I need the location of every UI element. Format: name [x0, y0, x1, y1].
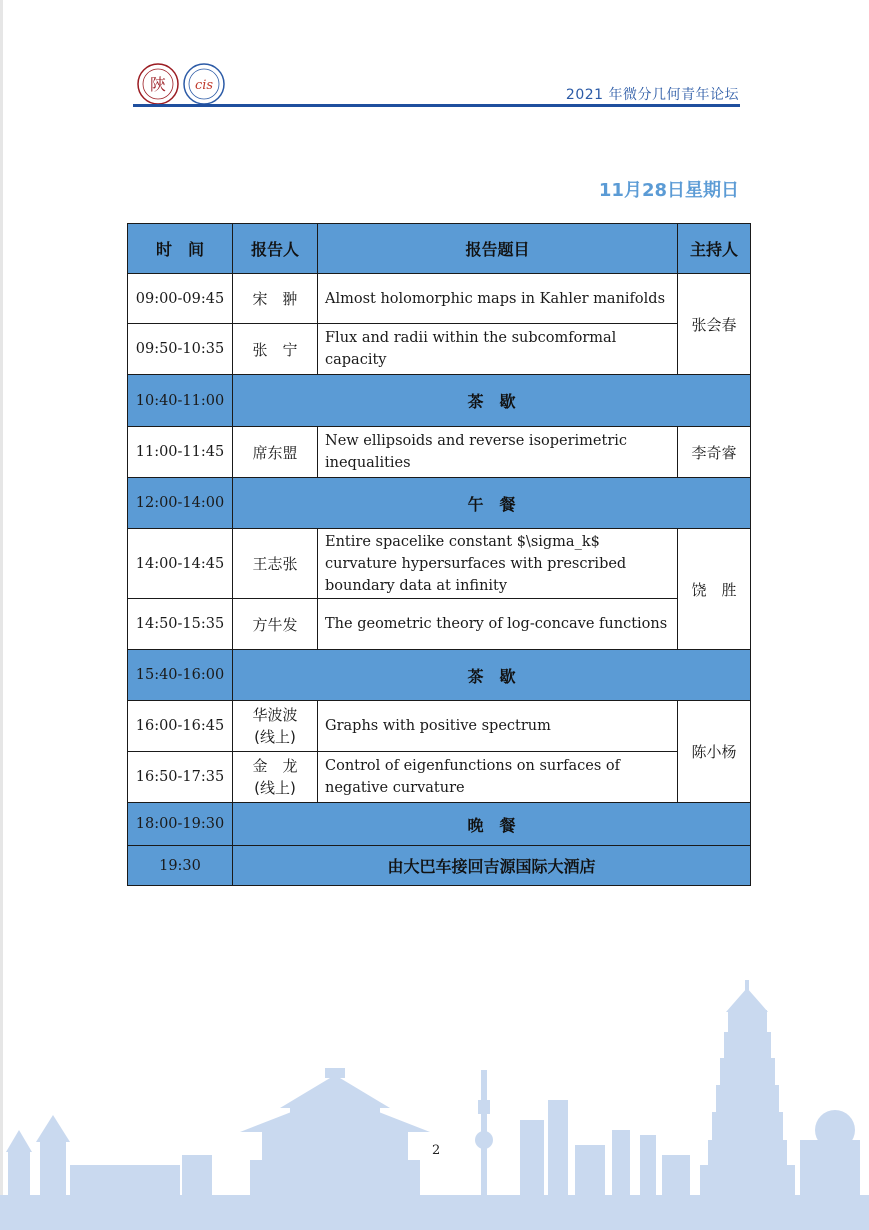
talk-title-cell: New ellipsoids and reverse isoperimetric inequalities	[318, 427, 678, 478]
break-label: 茶 歇	[233, 650, 751, 701]
speaker-cell: 张 宁	[233, 324, 318, 375]
time-cell: 10:40-11:00	[128, 375, 233, 427]
chair-cell: 李奇睿	[678, 427, 751, 478]
time-cell: 12:00-14:00	[128, 478, 233, 529]
speaker-cell: 王志张	[233, 529, 318, 599]
speaker-cell: 方牛发	[233, 599, 318, 650]
chair-cell: 陈小杨	[678, 701, 751, 803]
time-cell: 16:00-16:45	[128, 701, 233, 752]
table-row	[128, 529, 751, 599]
break-row	[128, 478, 751, 529]
page-number: 2	[432, 1143, 441, 1158]
break-label: 茶 歇	[233, 375, 751, 427]
break-label: 午 餐	[233, 478, 751, 529]
speaker-cell: 席东盟	[233, 427, 318, 478]
university-seal-icon	[138, 64, 178, 104]
talk-title-cell: Flux and radii within the subcomformal capacity	[318, 324, 678, 375]
speaker-cell: 华波波 (线上)	[233, 701, 318, 752]
table-row	[128, 599, 751, 650]
time-cell: 14:00-14:45	[128, 529, 233, 599]
header-rule	[133, 104, 740, 107]
time-cell: 19:30	[128, 846, 233, 886]
talk-title-cell: Graphs with positive spectrum	[318, 701, 678, 752]
skyline-shapes	[0, 980, 869, 1230]
column-header-speaker: 报告人	[233, 224, 318, 274]
svg-text:cis: cis	[194, 78, 214, 93]
talk-title-cell: Entire spacelike constant $\sigma_k$ curvature hypersurfaces with prescribed boundary data at infinity	[318, 529, 678, 599]
break-row	[128, 803, 751, 846]
table-row	[128, 274, 751, 324]
schedule-table	[127, 223, 751, 886]
column-header-chair: 主持人	[678, 224, 751, 274]
talk-title-cell: The geometric theory of log-concave functions	[318, 599, 678, 650]
break-label: 晚 餐	[233, 803, 751, 846]
header-title: 2021 年微分几何青年论坛	[565, 87, 739, 103]
speaker-cell: 金 龙 (线上)	[233, 752, 318, 803]
time-cell: 18:00-19:30	[128, 803, 233, 846]
speaker-cell: 宋 翀	[233, 274, 318, 324]
time-cell: 14:50-15:35	[128, 599, 233, 650]
bus-note-label: 由大巴车接回吉源国际大酒店	[233, 846, 751, 886]
date-heading: 11月28日星期日	[598, 180, 739, 201]
table-row	[128, 701, 751, 752]
city-skyline-illustration	[0, 980, 869, 1230]
svg-text:陝: 陝	[149, 75, 167, 94]
header-logos	[136, 62, 228, 106]
chair-cell: 张会春	[678, 274, 751, 375]
time-cell: 11:00-11:45	[128, 427, 233, 478]
time-cell: 09:50-10:35	[128, 324, 233, 375]
time-cell: 09:00-09:45	[128, 274, 233, 324]
table-row	[128, 324, 751, 375]
time-cell: 16:50-17:35	[128, 752, 233, 803]
break-row	[128, 375, 751, 427]
break-row	[128, 846, 751, 886]
talk-title-cell: Control of eigenfunctions on surfaces of negative curvature	[318, 752, 678, 803]
table-row	[128, 752, 751, 803]
talk-title-cell: Almost holomorphic maps in Kahler manifolds	[318, 274, 678, 324]
time-cell: 15:40-16:00	[128, 650, 233, 701]
column-header-time: 时 间	[128, 224, 233, 274]
break-row	[128, 650, 751, 701]
table-header-row	[128, 224, 751, 274]
column-header-title: 报告题目	[318, 224, 678, 274]
chair-cell: 饶 胜	[678, 529, 751, 650]
table-row	[128, 427, 751, 478]
forum-logo-icon	[184, 64, 224, 104]
